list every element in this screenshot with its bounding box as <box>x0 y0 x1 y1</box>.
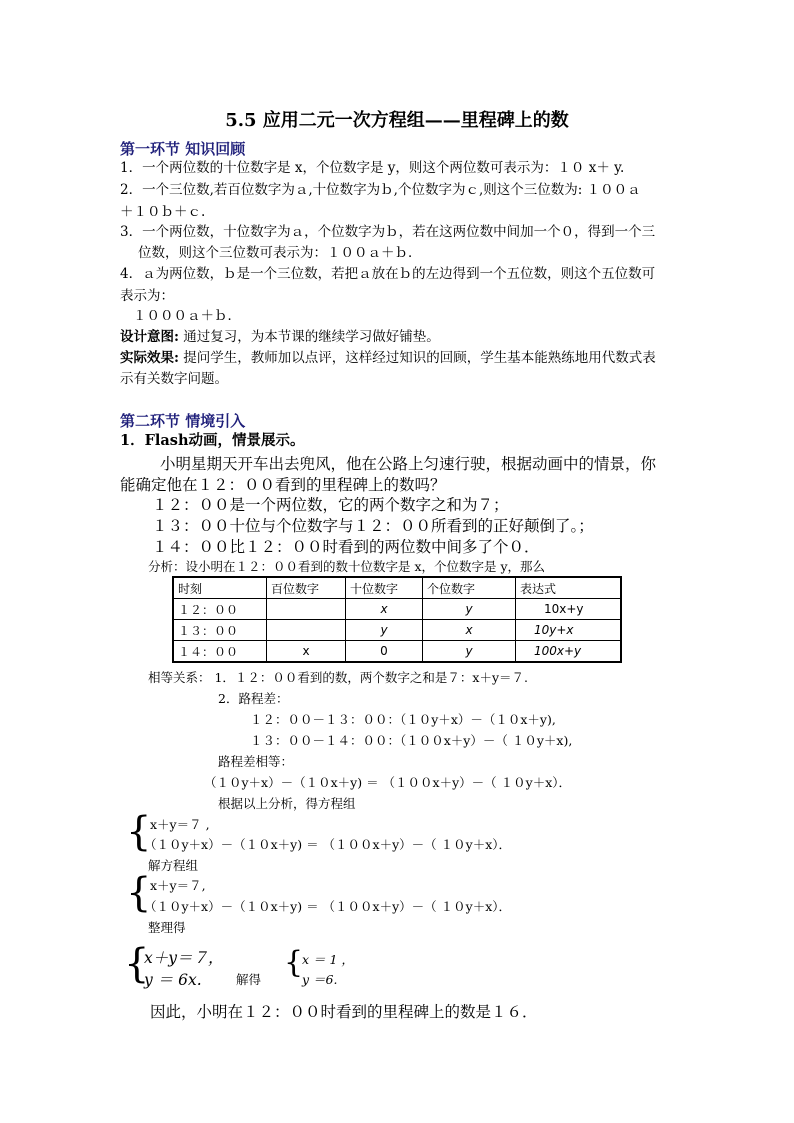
system1-eq1: x＋y＝７ , <box>150 817 210 832</box>
solve-word: 解得 <box>236 972 262 987</box>
design-intent-text: 通过复习，为本节课的继续学习做好铺垫。 <box>178 329 440 345</box>
review-item-2: 2．一个三位数,若百位数字为ａ,十位数字为ｂ,个位数字为ｃ,则这个三位数为: １００ａ <box>120 182 641 198</box>
simplify-label: 整理得 <box>148 920 186 935</box>
table-cell: y <box>423 641 516 663</box>
table-header: 十位数字 <box>346 577 423 599</box>
clue-1: １２：００是一个两位数，它的两个数字之和为７； <box>152 496 509 514</box>
brace-icon: { <box>124 941 150 987</box>
review-item-3: 3．一个两位数，十位数字为ａ，个位数字为ｂ，若在这两位数中间加一个０，得到一个三 <box>120 224 656 240</box>
clue-3: １４：００比１２：００时看到的两位数中间多了个０． <box>152 538 540 556</box>
review-item-4-answer: １０００ａ＋ｂ． <box>133 308 241 324</box>
solution-x: x ＝ 1 ， <box>302 952 354 967</box>
table-row <box>173 599 621 620</box>
table-cell: x <box>267 641 346 663</box>
table-header: 时刻 <box>173 577 267 599</box>
review-item-3-cont: 位数，则这个三位数可表示为：１００ａ＋ｂ． <box>138 245 422 261</box>
review-item-4: 4．ａ为两位数，ｂ是一个三位数，若把ａ放在ｂ的左边得到一个五位数，则这个五位数可 <box>120 266 656 282</box>
table-header: 个位数字 <box>423 577 516 599</box>
solution-y: y ＝6. <box>302 972 338 987</box>
conclusion: 因此，小明在１２：００时看到的里程碑上的数是１６． <box>150 1003 538 1021</box>
table-cell <box>267 620 346 641</box>
table-cell: １４：００ <box>173 641 267 663</box>
table-header: 百位数字 <box>267 577 346 599</box>
table-cell: 10x+y <box>516 599 622 620</box>
table-cell: x <box>346 599 423 620</box>
section-heading-review: 第一环节 知识回顾 <box>120 140 246 158</box>
equal-relation-1: 相等关系： 1．１２：００看到的数，两个数字之和是７：x＋y＝７. <box>148 670 529 685</box>
system3-eq1: x＋y＝７， <box>144 949 224 967</box>
table-cell <box>267 599 346 620</box>
table-header: 表达式 <box>516 577 622 599</box>
section-heading-scenario: 第二环节 情境引入 <box>120 412 246 430</box>
design-intent <box>120 327 440 347</box>
table-cell: 10y+x <box>516 620 622 641</box>
analysis-conclusion: 根据以上分析，得方程组 <box>218 796 356 811</box>
system3-eq2: y ＝ 6x. <box>144 971 202 989</box>
digits-table <box>172 576 622 663</box>
brace-icon: { <box>126 809 152 855</box>
table-cell: y <box>346 620 423 641</box>
table-cell: x <box>423 620 516 641</box>
equal-relation-2: 2．路程差： <box>218 691 289 706</box>
brace-icon: { <box>284 945 304 980</box>
table-cell: １３：００ <box>173 620 267 641</box>
design-intent-label: 设计意图: <box>120 329 179 345</box>
clue-2: １３：００十位与个位数字与１２：００所看到的正好颠倒了。； <box>152 517 594 535</box>
page-title: 5.5 应用二元一次方程组——里程碑上的数 <box>225 110 569 131</box>
distance-diff-2: １３：００－１４：００：（１００x＋y）－（ １０y＋x), <box>250 733 573 748</box>
table-cell: 0 <box>346 641 423 663</box>
distance-equal-label: 路程差相等： <box>218 754 294 769</box>
actual-effect-text: 提问学生，教师加以点评，这样经过知识的回顾，学生基本能熟练地用代数式表 <box>178 350 656 366</box>
scenario-paragraph: 小明星期天开车出去兜风，他在公路上匀速行驶，根据动画中的情景，你 <box>160 455 657 473</box>
system1-eq2: （１０y＋x）－（１０x＋y) ＝ （１００x＋y）－（ １０y＋x）． <box>144 837 511 852</box>
scenario-paragraph-cont: 能确定他在１２：００看到的里程碑上的数吗？ <box>120 476 446 494</box>
table-row <box>173 641 621 663</box>
table-cell: 100x+y <box>516 641 622 663</box>
actual-effect-label: 实际效果: <box>120 350 179 366</box>
review-item-4-cont: 表示为： <box>120 288 174 304</box>
system2-eq1: x＋y＝７, <box>150 878 206 893</box>
distance-diff-1: １２：００－１３：００：（１０y＋x）－（１０x＋y), <box>250 712 556 727</box>
flash-subheading: 1．Flash动画，情景展示。 <box>120 432 305 449</box>
actual-effect <box>120 348 656 368</box>
system2-eq2: （１０y＋x）－（１０x＋y) ＝ （１００x＋y）－（ １０y＋x）． <box>144 899 511 914</box>
solve-label: 解方程组 <box>148 858 199 873</box>
table-row <box>173 620 621 641</box>
analysis-text: 分析：设小明在１２：００看到的数十位数字是 x，个位数字是 y，那么 <box>148 559 546 574</box>
distance-equal-equation: （１０y＋x）－（１０x＋y) ＝ （１００x＋y）－（ １０y＋x）． <box>204 775 571 790</box>
actual-effect-cont: 示有关数字问题。 <box>120 371 228 387</box>
brace-icon: { <box>126 870 152 916</box>
table-header-row <box>173 577 621 599</box>
review-item-2-cont: ＋１０ｂ＋ｃ. <box>120 204 206 220</box>
table-cell: １２：００ <box>173 599 267 620</box>
review-item-1: 1．一个两位数的十位数字是 x，个位数字是 y，则这个两位数可表示为：１０ x＋ y. <box>120 160 625 176</box>
table-cell: y <box>423 599 516 620</box>
